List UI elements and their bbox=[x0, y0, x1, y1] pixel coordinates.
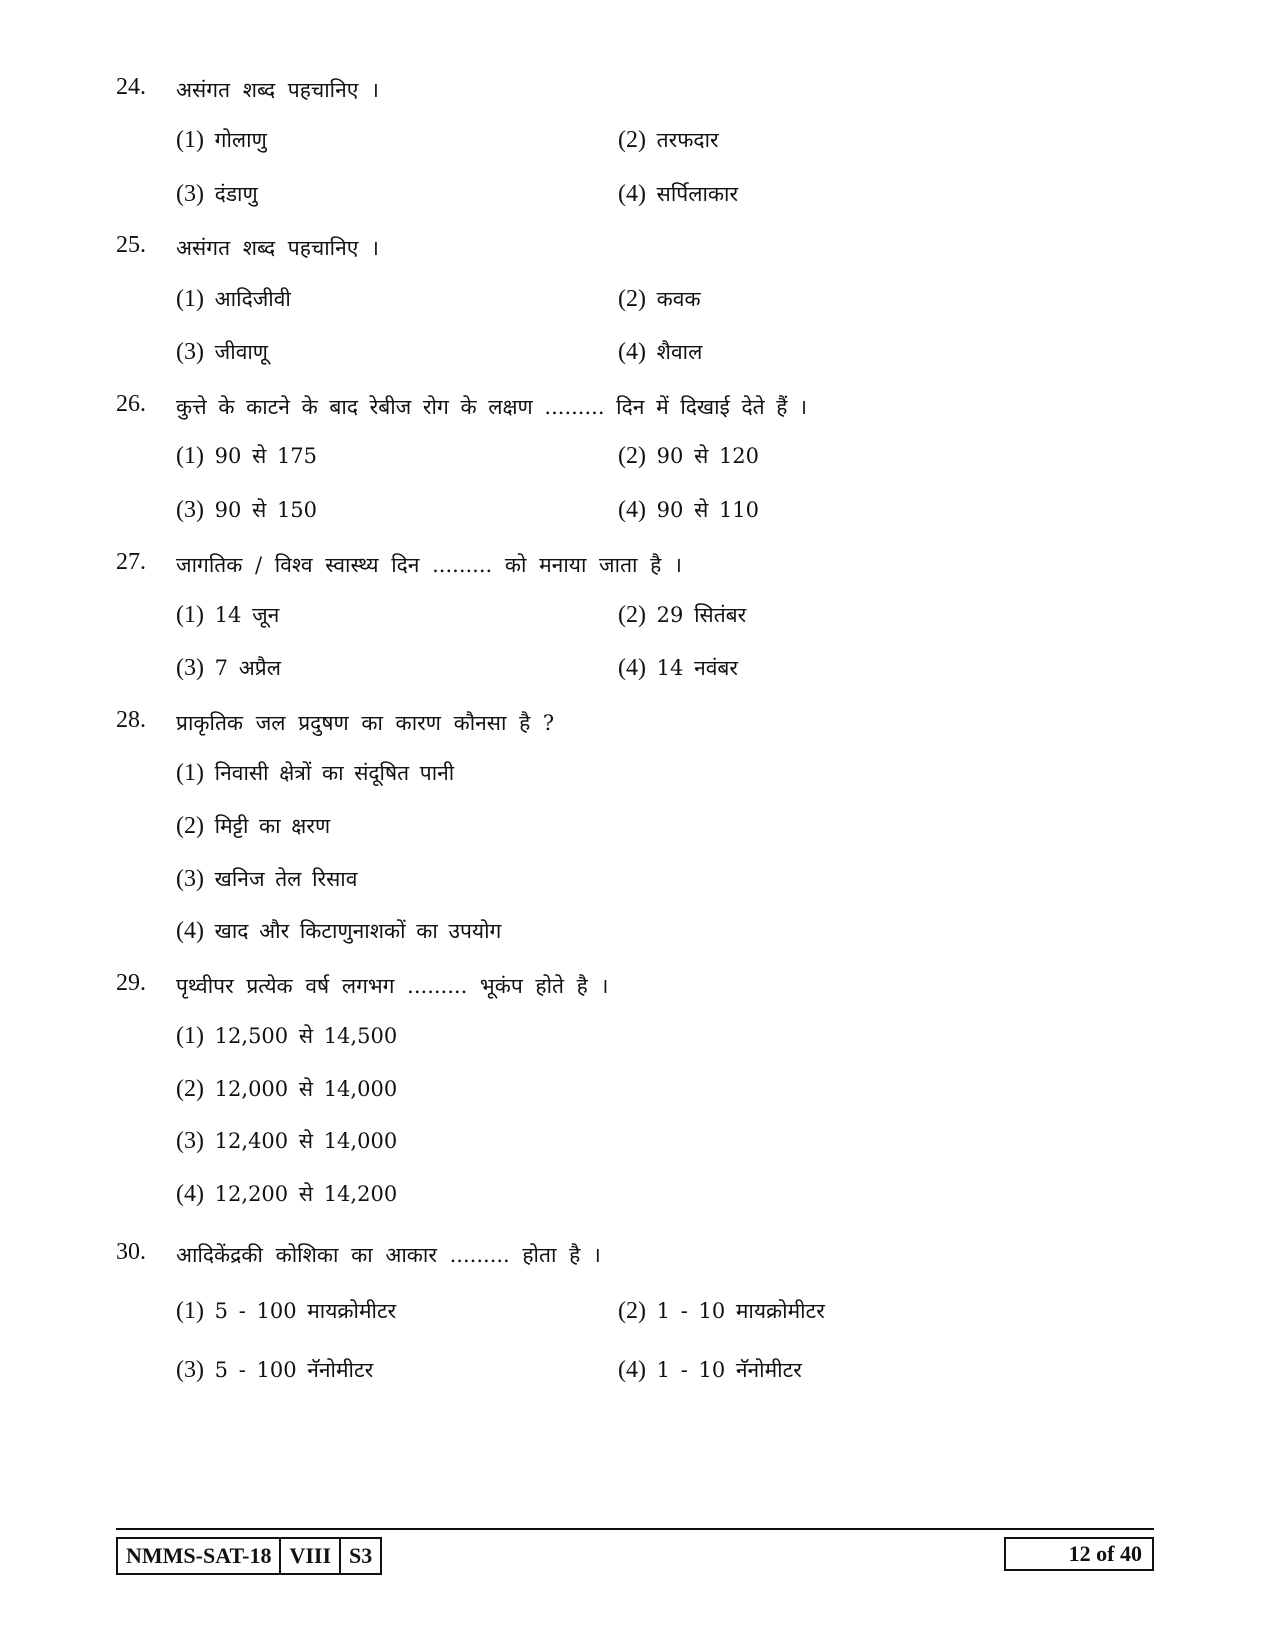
question-number: 29. bbox=[116, 970, 146, 996]
option-number: (4) bbox=[618, 181, 646, 207]
option-number: (1) bbox=[176, 602, 204, 628]
option-text: 12,000 से 14,000 bbox=[214, 1077, 398, 1101]
option-text: 1 - 10 मायक्रोमीटर bbox=[656, 1299, 825, 1323]
option-text: 90 से 175 bbox=[214, 444, 318, 468]
option-4 bbox=[618, 180, 738, 208]
option-number: (4) bbox=[618, 655, 646, 681]
option-number: (1) bbox=[176, 760, 204, 786]
option-text: तरफदार bbox=[656, 128, 719, 152]
option-text: निवासी क्षेत्रों का संदूषित पानी bbox=[214, 761, 455, 785]
option-1 bbox=[176, 285, 291, 313]
option-1 bbox=[176, 1297, 396, 1325]
option-number: (1) bbox=[176, 127, 204, 153]
option-number: (2) bbox=[618, 1298, 646, 1324]
option-4 bbox=[618, 338, 702, 366]
footer-code-box bbox=[116, 1537, 382, 1575]
option-number: (4) bbox=[618, 339, 646, 365]
option-text: 14 नवंबर bbox=[656, 656, 738, 680]
option-3 bbox=[176, 1127, 397, 1155]
option-text: शैवाल bbox=[656, 340, 703, 364]
question-text: आदिकेंद्रकी कोशिका का आकार ......... होता है । bbox=[176, 1243, 601, 1267]
option-3 bbox=[176, 865, 357, 893]
option-number: (4) bbox=[176, 918, 204, 944]
footer-divider bbox=[116, 1528, 1154, 1530]
option-3 bbox=[176, 338, 268, 366]
page-number: 12 of 40 bbox=[1004, 1537, 1154, 1571]
option-text: दंडाणु bbox=[214, 182, 258, 206]
option-3 bbox=[176, 180, 258, 208]
option-number: (4) bbox=[618, 497, 646, 523]
question-number: 30. bbox=[116, 1239, 146, 1265]
option-text: 90 से 150 bbox=[214, 498, 318, 522]
option-number: (3) bbox=[176, 181, 204, 207]
question-text: जागतिक / विश्व स्वास्थ्य दिन ......... को मनाया जाता है । bbox=[176, 553, 682, 577]
option-2 bbox=[618, 285, 701, 313]
question-text: असंगत शब्द पहचानिए । bbox=[176, 236, 380, 260]
option-number: (3) bbox=[176, 1357, 204, 1383]
class-label: VIII bbox=[279, 1539, 339, 1573]
option-1 bbox=[176, 442, 317, 470]
option-number: (1) bbox=[176, 1023, 204, 1049]
option-number: (4) bbox=[176, 1181, 204, 1207]
option-number: (3) bbox=[176, 497, 204, 523]
question-text: प्राकृतिक जल प्रदुषण का कारण कौनसा है ? bbox=[176, 711, 555, 735]
question-number: 24. bbox=[116, 74, 146, 100]
option-text: 7 अप्रैल bbox=[214, 656, 281, 680]
option-4 bbox=[176, 1180, 397, 1208]
option-text: मिट्टी का क्षरण bbox=[214, 814, 331, 838]
option-number: (2) bbox=[618, 443, 646, 469]
option-text: खनिज तेल रिसाव bbox=[214, 867, 358, 891]
option-number: (1) bbox=[176, 443, 204, 469]
question-number: 25. bbox=[116, 232, 146, 258]
question-number: 26. bbox=[116, 391, 146, 417]
option-4 bbox=[176, 917, 501, 945]
option-4 bbox=[618, 496, 759, 524]
option-text: सर्पिलाकार bbox=[656, 182, 739, 206]
option-3 bbox=[176, 1356, 373, 1384]
option-1 bbox=[176, 601, 279, 629]
option-text: 12,400 से 14,000 bbox=[214, 1129, 398, 1153]
option-number: (2) bbox=[618, 602, 646, 628]
question-text: पृथ्वीपर प्रत्येक वर्ष लगभग ......... भूकंप होते है । bbox=[176, 974, 609, 998]
set-label: S3 bbox=[339, 1539, 380, 1573]
option-text: आदिजीवी bbox=[214, 287, 291, 311]
exam-code: NMMS-SAT-18 bbox=[126, 1543, 272, 1568]
option-text: जीवाणू bbox=[214, 340, 268, 364]
question-number: 28. bbox=[116, 707, 146, 733]
option-4 bbox=[618, 1356, 802, 1384]
option-number: (2) bbox=[618, 127, 646, 153]
option-text: कवक bbox=[656, 287, 701, 311]
question-number: 27. bbox=[116, 549, 146, 575]
option-3 bbox=[176, 496, 317, 524]
option-number: (3) bbox=[176, 655, 204, 681]
option-number: (2) bbox=[176, 1076, 204, 1102]
question-text: कुत्ते के काटने के बाद रेबीज रोग के लक्षण ......... दिन में दिखाई देते हैं । bbox=[176, 395, 808, 419]
option-number: (1) bbox=[176, 1298, 204, 1324]
option-number: (2) bbox=[618, 286, 646, 312]
option-2 bbox=[618, 126, 719, 154]
option-text: खाद और किटाणुनाशकों का उपयोग bbox=[214, 919, 502, 943]
option-text: 12,200 से 14,200 bbox=[214, 1182, 398, 1206]
option-text: 29 सितंबर bbox=[656, 603, 747, 627]
option-1 bbox=[176, 126, 267, 154]
option-number: (3) bbox=[176, 339, 204, 365]
option-2 bbox=[618, 601, 746, 629]
option-2 bbox=[618, 1297, 825, 1325]
option-text: गोलाणु bbox=[214, 128, 267, 152]
option-2 bbox=[176, 1075, 397, 1103]
option-text: 12,500 से 14,500 bbox=[214, 1024, 398, 1048]
option-3 bbox=[176, 654, 281, 682]
option-number: (3) bbox=[176, 866, 204, 892]
option-number: (2) bbox=[176, 813, 204, 839]
option-number: (4) bbox=[618, 1357, 646, 1383]
option-text: 5 - 100 मायक्रोमीटर bbox=[214, 1299, 397, 1323]
option-2 bbox=[618, 442, 759, 470]
option-text: 1 - 10 नॅनोमीटर bbox=[656, 1358, 802, 1382]
option-1 bbox=[176, 1022, 397, 1050]
option-number: (1) bbox=[176, 286, 204, 312]
option-text: 90 से 110 bbox=[656, 498, 760, 522]
option-1 bbox=[176, 759, 454, 787]
option-text: 90 से 120 bbox=[656, 444, 760, 468]
option-text: 5 - 100 नॅनोमीटर bbox=[214, 1358, 374, 1382]
option-text: 14 जून bbox=[214, 603, 280, 627]
option-4 bbox=[618, 654, 738, 682]
option-2 bbox=[176, 812, 330, 840]
question-text: असंगत शब्द पहचानिए । bbox=[176, 78, 380, 102]
option-number: (3) bbox=[176, 1128, 204, 1154]
